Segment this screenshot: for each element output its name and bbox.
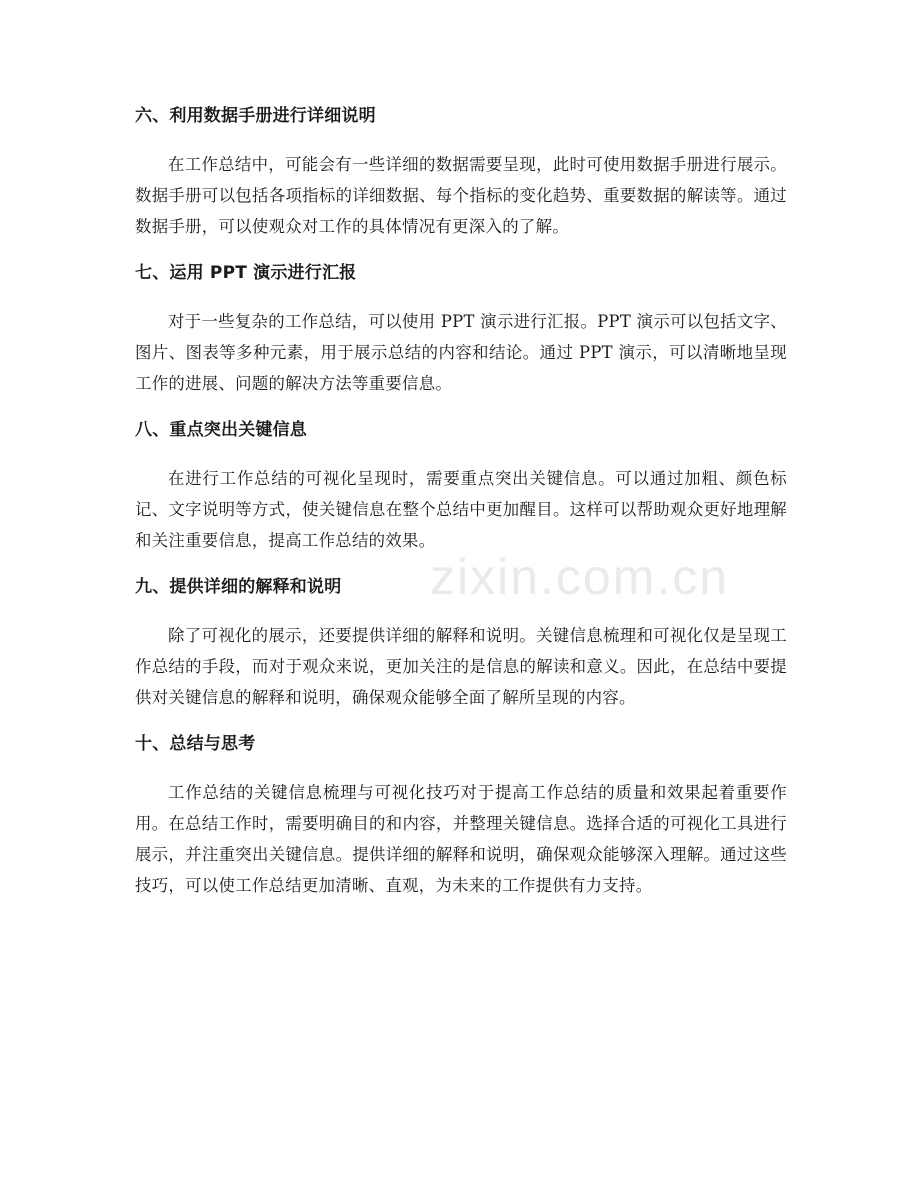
section-body-10: 工作总结的关键信息梳理与可视化技巧对于提高工作总结的质量和效果起着重要作用。在总结工作时，需要明确目的和内容，并整理关键信息。选择合适的可视化工具进行展示，并注重突出关键信息。提供详细的解释和说明，确保观众能够深入理解。通过这些技巧，可以使工作总结更加清晰、直观，为未来的工作提供有力支持。 <box>135 783 787 895</box>
section-title-6: 六、利用数据手册进行详细说明 <box>135 106 376 126</box>
section-title-9: 九、提供详细的解释和说明 <box>135 577 342 597</box>
section-body-7: 对于一些复杂的工作总结，可以使用 PPT 演示进行汇报。PPT 演示可以包括文字、图片、图表等多种元素，用于展示总结的内容和结论。通过 PPT 演示，可以清晰地呈现工作的进展、问题的解决方法等重要信息。 <box>135 312 787 393</box>
section-title-7: 七、运用 PPT 演示进行汇报 <box>135 263 357 283</box>
watermark: zixin.com.cn <box>430 549 730 605</box>
section-title-8: 八、重点突出关键信息 <box>135 420 307 440</box>
section-title-10: 十、总结与思考 <box>135 734 256 754</box>
section-body-8: 在进行工作总结的可视化呈现时，需要重点突出关键信息。可以通过加粗、颜色标记、文字说明等方式，使关键信息在整个总结中更加醒目。这样可以帮助观众更好地理解和关注重要信息，提高工作总结的效果。 <box>135 469 787 550</box>
section-body-6: 在工作总结中，可能会有一些详细的数据需要呈现，此时可使用数据手册进行展示。数据手册可以包括各项指标的详细数据、每个指标的变化趋势、重要数据的解读等。通过数据手册，可以使观众对工作的具体情况有更深入的了解。 <box>135 155 787 236</box>
document-content <box>135 104 787 920</box>
section-body-9: 除了可视化的展示，还要提供详细的解释和说明。关键信息梳理和可视化仅是呈现工作总结的手段，而对于观众来说，更加关注的是信息的解读和意义。因此，在总结中要提供对关键信息的解释和说明，确保观众能够全面了解所呈现的内容。 <box>135 626 787 707</box>
